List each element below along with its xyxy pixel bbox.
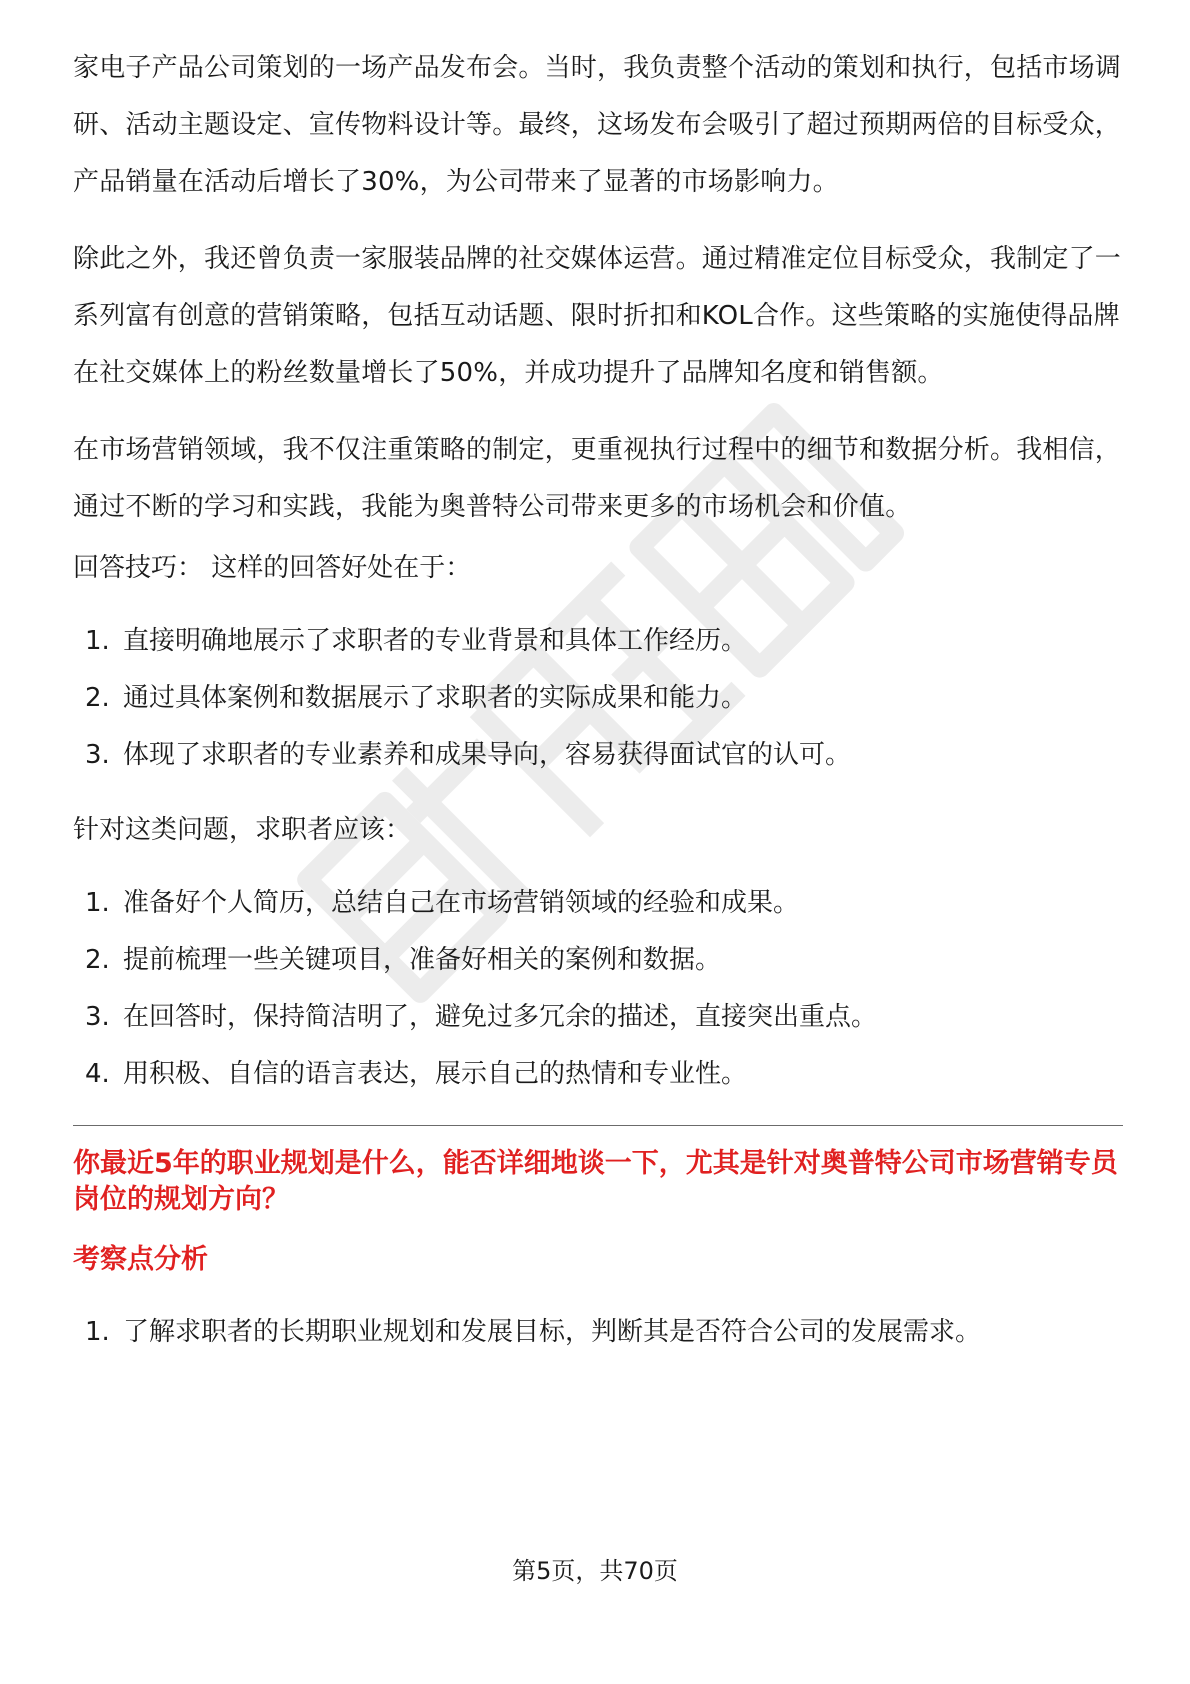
list-item-text: 用积极、自信的语言表达，展示自己的热情和专业性。 — [123, 1059, 748, 1089]
page-footer: 第5页，共70页 — [512, 1557, 678, 1585]
list-item — [73, 932, 1123, 989]
list-item-text: 体现了求职者的专业素养和成果导向，容易获得面试官的认可。 — [123, 740, 852, 770]
section-divider — [73, 1125, 1123, 1126]
body-paragraph-1: 家电子产品公司策划的一场产品发布会。当时，我负责整个活动的策划和执行，包括市场调研、活动主题设定、宣传物料设计等。最终，这场发布会吸引了超过预期两倍的目标受众，产品销量在活动后增长了30%，为公司带来了显著的市场影响力。 — [73, 53, 1122, 197]
list-item-text: 了解求职者的长期职业规划和发展目标，判断其是否符合公司的发展需求。 — [123, 1317, 982, 1347]
list-item-text: 通过具体案例和数据展示了求职者的实际成果和能力。 — [123, 683, 748, 713]
list-number: 2. — [85, 683, 110, 713]
list-item-text: 提前梳理一些关键项目，准备好相关的案例和数据。 — [123, 945, 722, 975]
interview-question: 你最近5年的职业规划是什么，能否详细地谈一下，尤其是针对奥普特公司市场营销专员岗位的规划方向？ — [73, 1148, 1118, 1215]
list-item — [73, 1046, 1123, 1103]
advice-list — [73, 875, 1123, 1103]
list-number: 2. — [85, 945, 110, 975]
advice-label: 针对这类问题，求职者应该： — [73, 815, 412, 845]
list-item — [73, 875, 1123, 932]
list-item — [73, 613, 1123, 670]
list-number: 1. — [85, 888, 110, 918]
list-item — [73, 727, 1123, 784]
tips-list — [73, 613, 1123, 784]
list-number: 1. — [85, 626, 110, 656]
list-item-text: 直接明确地展示了求职者的专业背景和具体工作经历。 — [123, 626, 748, 656]
list-number: 3. — [85, 740, 110, 770]
list-item — [73, 989, 1123, 1046]
body-paragraph-3: 在市场营销领域，我不仅注重策略的制定，更重视执行过程中的细节和数据分析。我相信，通过不断的学习和实践，我能为奥普特公司带来更多的市场机会和价值。 — [73, 435, 1122, 522]
list-item — [73, 670, 1123, 727]
analysis-heading: 考察点分析 — [73, 1244, 208, 1275]
document-content — [73, 40, 1123, 1379]
list-number: 3. — [85, 1002, 110, 1032]
analysis-list — [73, 1304, 1123, 1361]
list-item — [73, 1304, 1123, 1361]
body-paragraph-2: 除此之外，我还曾负责一家服装品牌的社交媒体运营。通过精准定位目标受众，我制定了一系列富有创意的营销策略，包括互动话题、限时折扣和KOL合作。这些策略的实施使得品牌在社交媒体上的粉丝数量增长了50%，并成功提升了品牌知名度和销售额。 — [73, 244, 1122, 388]
tips-label: 回答技巧： 这样的回答好处在于： — [73, 553, 472, 583]
list-number: 1. — [85, 1317, 110, 1347]
list-number: 4. — [85, 1059, 110, 1089]
list-item-text: 在回答时，保持简洁明了，避免过多冗余的描述，直接突出重点。 — [123, 1002, 878, 1032]
list-item-text: 准备好个人简历，总结自己在市场营销领域的经验和成果。 — [123, 888, 800, 918]
